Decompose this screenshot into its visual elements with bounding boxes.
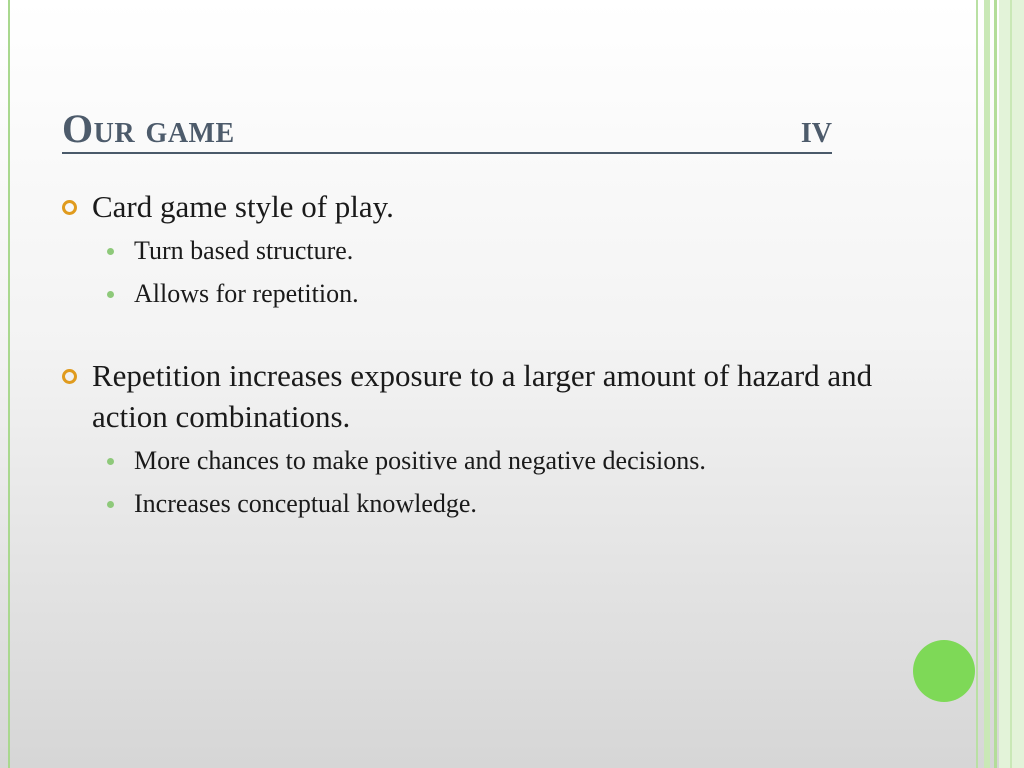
sub-bullet-text: Allows for repetition.	[134, 279, 359, 308]
bullet-text: Repetition increases exposure to a larger amount of hazard and action combinations.	[92, 358, 873, 434]
right-decorative-band	[984, 0, 990, 768]
sub-bullet-text: Increases conceptual knowledge.	[134, 489, 477, 518]
bullet-item	[62, 355, 912, 437]
slide-title-numeral: iv	[800, 106, 832, 151]
bullet-item	[62, 186, 912, 227]
sub-bullet-item	[62, 486, 912, 521]
right-decorative-band	[1010, 0, 1012, 768]
ring-bullet-icon	[62, 200, 77, 215]
right-decorative-band	[994, 0, 997, 768]
sub-bullet-text: More chances to make positive and negative decisions.	[134, 446, 706, 475]
bullet-text: Card game style of play.	[92, 189, 394, 224]
left-decorative-rule	[8, 0, 10, 768]
right-decorative-band	[976, 0, 978, 768]
sub-bullet-item	[62, 276, 912, 311]
dot-bullet-icon	[107, 291, 114, 298]
dot-bullet-icon	[107, 248, 114, 255]
sub-bullet-item	[62, 443, 912, 478]
slide-title-text: Our game	[62, 106, 235, 151]
dot-bullet-icon	[107, 458, 114, 465]
decorative-circle	[913, 640, 975, 702]
slide-title	[62, 106, 832, 154]
ring-bullet-icon	[62, 369, 77, 384]
sub-bullet-text: Turn based structure.	[134, 236, 354, 265]
sub-bullet-item	[62, 233, 912, 268]
sub-bullet-list	[62, 443, 912, 521]
dot-bullet-icon	[107, 501, 114, 508]
slide-body	[62, 186, 912, 529]
sub-bullet-list	[62, 233, 912, 311]
